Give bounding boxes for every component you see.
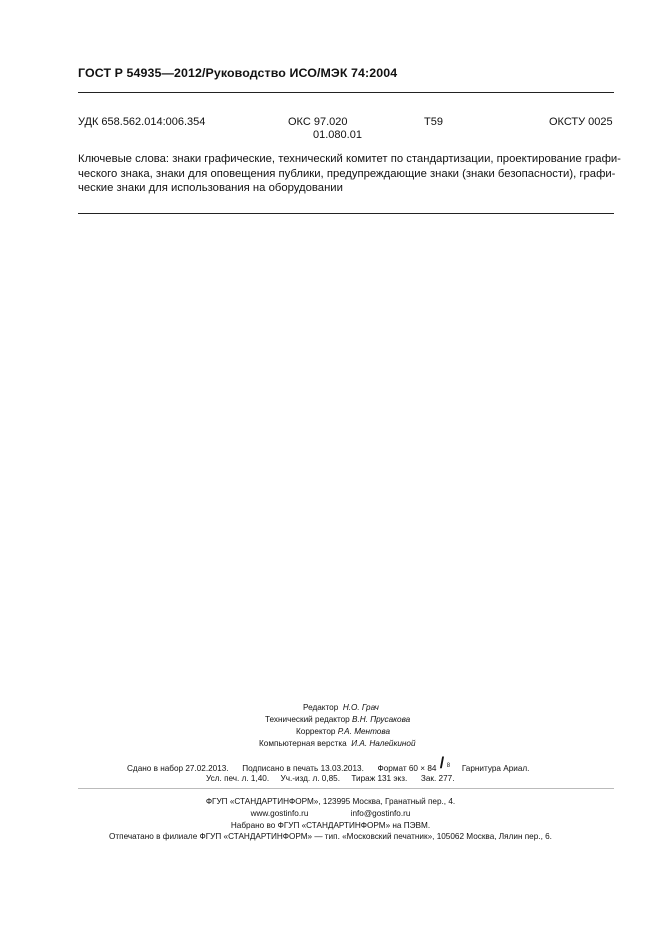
format-label: Формат 60 [377,764,418,773]
publisher-contacts [0,809,661,818]
uch-izd: Уч.-изд. л. 0,85. [280,774,340,783]
layout-credit [259,738,416,750]
corrector-label: Корректор [296,727,336,736]
document-title: ГОСТ Р 54935—2012/Руководство ИСО/МЭК 74:2004 [78,66,398,80]
typeface: Гарнитура Ариал. [461,764,530,773]
corrector-name: Р.А. Ментова [337,727,390,736]
keywords-divider [78,213,614,214]
publisher-website-link[interactable]: www.gostinfo.ru [250,809,309,818]
order-number: Зак. 277. [420,774,455,783]
oks-code [288,116,362,142]
oks-code-line1: ОКС 97.020 [288,116,348,128]
print-info-line-1 [127,755,530,773]
layout-label: Компьютерная верстка [259,739,347,748]
typeset-note: Набрано во ФГУП «СТАНДАРТИНФОРМ» на ПЭВМ. [230,821,431,830]
publisher-address: ФГУП «СТАНДАРТИНФОРМ», 123995 Москва, Гранатный пер., 4. [205,797,456,806]
keywords-line-3: ческие знаки для использования на оборудовании [78,182,343,194]
t-code: Т59 [424,116,443,128]
fraction-mark: / 8 [439,755,451,772]
header-divider [78,92,614,93]
oks-code-line2: 01.080.01 [313,129,362,141]
tirazh: Тираж 131 экз. [351,774,408,783]
keywords-line-2: ческого знака, знаки для оповещения публики, предупреждающие знаки (знаки безопасности), графи- [78,167,616,180]
editor-credit [303,702,379,714]
keywords-paragraph [78,152,621,196]
format-value: 84 [427,764,437,773]
format-times: × [420,764,426,773]
editor-name: Н.О. Грач [342,703,379,712]
footer-divider [78,788,614,789]
tech-editor-label: Технический редактор [265,715,350,724]
udk-code: УДК 658.562.014:006.354 [78,116,206,128]
corrector-credit [296,726,390,738]
tech-editor-credit [265,714,410,726]
publisher-email-link[interactable]: info@gostinfo.ru [350,809,411,818]
usl-pech: Усл. печ. л. 1,40. [206,774,270,783]
format-denominator: 8 [446,763,451,769]
okstu-code: ОКСТУ 0025 [549,116,613,128]
keywords-line-1: Ключевые слова: знаки графические, технический комитет по стандартизации, проектирование графи- [78,153,621,165]
editor-label: Редактор [303,703,339,712]
print-info-line-2 [206,774,455,783]
tech-editor-name: В.Н. Прусакова [352,715,411,724]
submitted-date: Сдано в набор 27.02.2013. [127,764,229,773]
layout-name: И.А. Налейкиной [351,739,416,748]
printed-note: Отпечатано в филиале ФГУП «СТАНДАРТИНФОРМ» — тип. «Московский печатник», 105062 Москва, Лялин пер., 6. [109,832,552,841]
signed-date: Подписано в печать 13.03.2013. [242,764,364,773]
